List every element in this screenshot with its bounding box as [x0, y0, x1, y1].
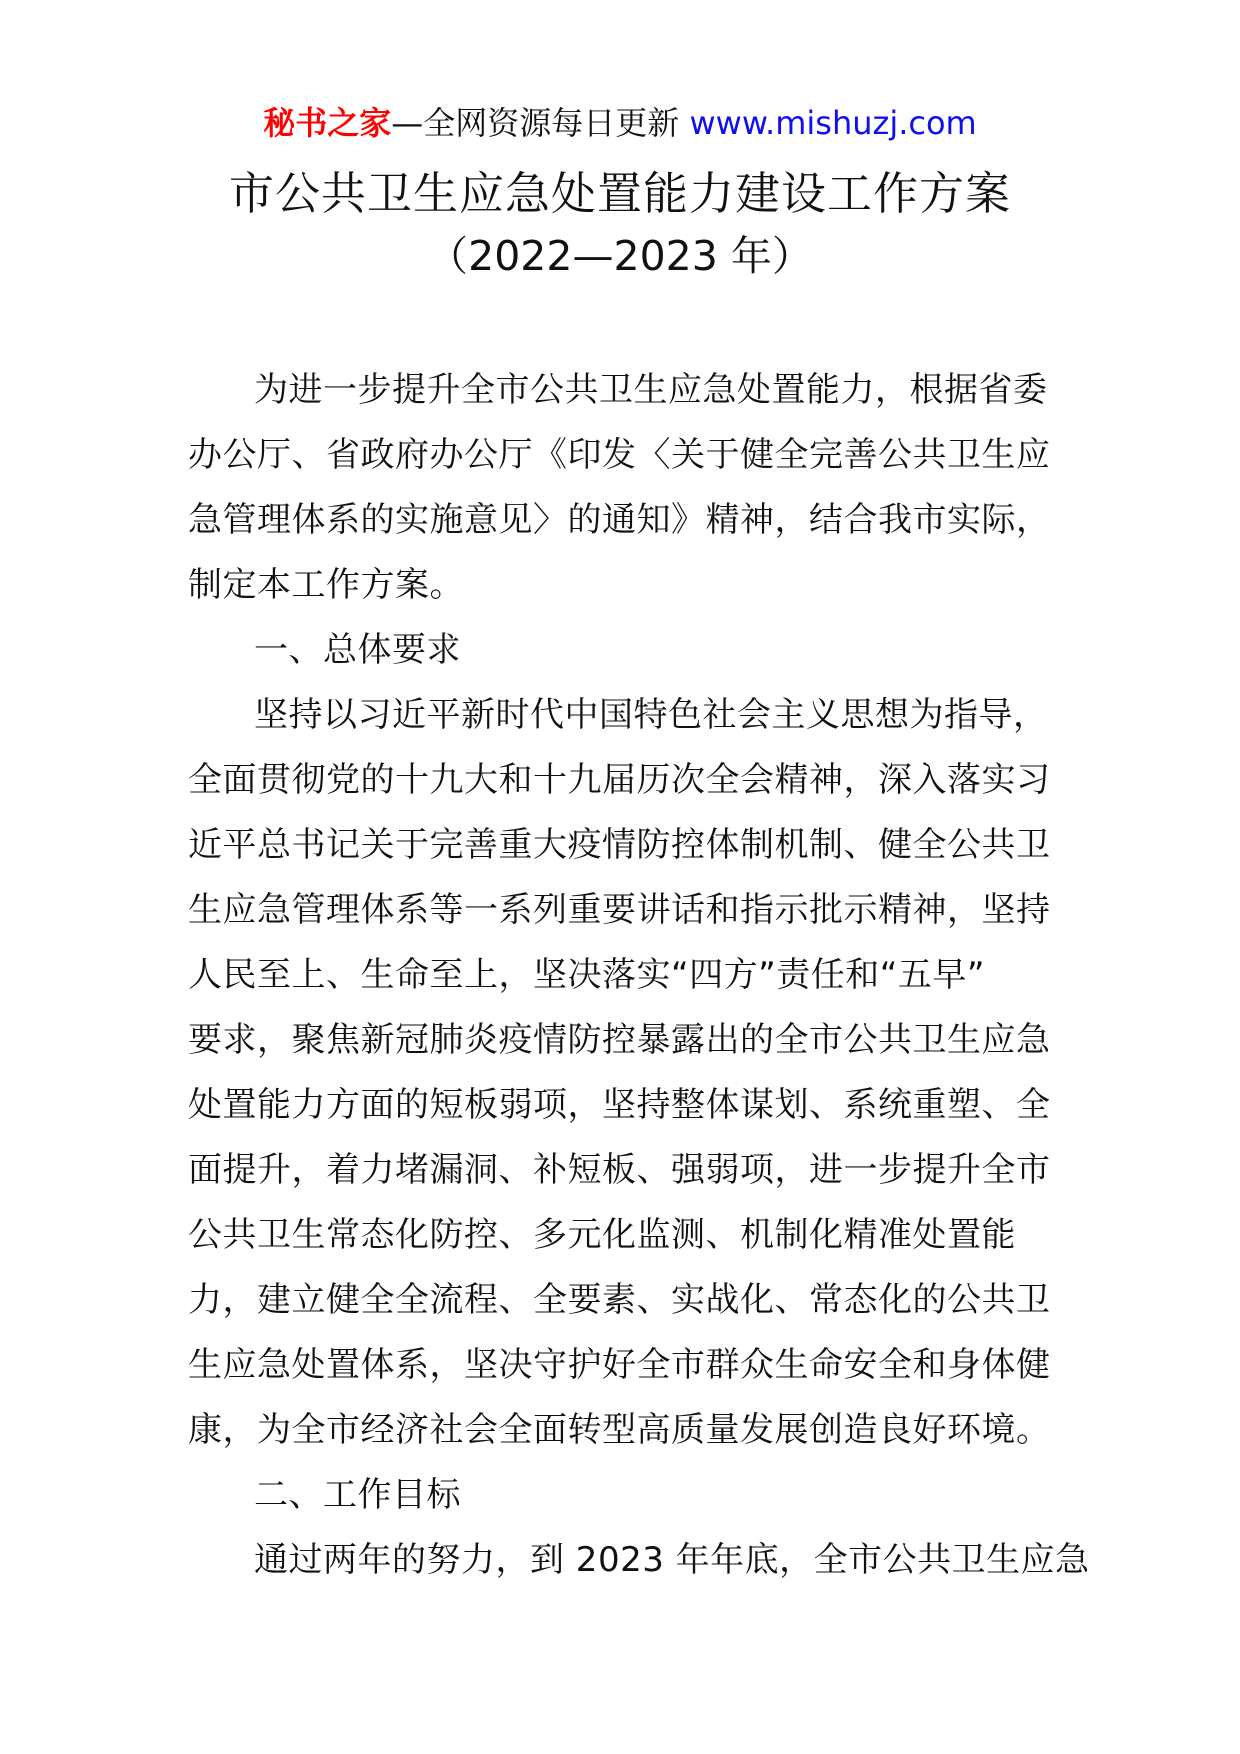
- watermark-header: [0, 101, 1240, 145]
- paragraph-line: 康，为全市经济社会全面转型高质量发展创造良好环境。: [188, 1410, 1051, 1450]
- paragraph-line: 坚持以习近平新时代中国特色社会主义思想为指导，: [254, 695, 1048, 735]
- section-heading: 二、工作目标: [254, 1475, 461, 1515]
- brand-url[interactable]: www.mishuzj.com: [689, 104, 977, 142]
- paragraph-line: 生应急管理体系等一系列重要讲话和指示批示精神，坚持: [188, 890, 1051, 930]
- paragraph-line: 人民至上、生命至上，坚决落实“四方”责任和“五早”: [188, 955, 985, 995]
- paragraph-line: 制定本工作方案。: [188, 565, 464, 605]
- section-heading: 一、总体要求: [254, 630, 461, 670]
- brand-name: 秘书之家: [263, 104, 392, 142]
- paragraph-line: 处置能力方面的短板弱项，坚持整体谋划、系统重塑、全: [188, 1085, 1051, 1125]
- paragraph-line: 公共卫生常态化防控、多元化监测、机制化精准处置能: [188, 1215, 1016, 1255]
- paragraph-line: 全面贯彻党的十九大和十九届历次全会精神，深入落实习: [188, 760, 1051, 800]
- paragraph-line: 生应急处置体系，坚决守护好全市群众生命安全和身体健: [188, 1345, 1051, 1385]
- paragraph-line: 急管理体系的实施意见〉的通知》精神，结合我市实际，: [188, 500, 1051, 540]
- paragraph-line: 办公厅、省政府办公厅《印发〈关于健全完善公共卫生应: [188, 435, 1051, 475]
- brand-slogan: —全网资源每日更新: [391, 104, 680, 142]
- paragraph-line: 近平总书记关于完善重大疫情防控体制机制、健全公共卫: [188, 825, 1051, 865]
- paragraph-line: 面提升，着力堵漏洞、补短板、强弱项，进一步提升全市: [188, 1150, 1051, 1190]
- document-subtitle: （2022—2023 年）: [427, 232, 813, 280]
- paragraph-line: 通过两年的努力，到 2023 年年底，全市公共卫生应急: [254, 1540, 1090, 1580]
- paragraph-line: 为进一步提升全市公共卫生应急处置能力，根据省委: [254, 370, 1048, 410]
- paragraph-line: 力，建立健全全流程、全要素、实战化、常态化的公共卫: [188, 1280, 1051, 1320]
- document-body: [188, 358, 1090, 1593]
- document-title: 市公共卫生应急处置能力建设工作方案: [228, 167, 1011, 220]
- paragraph-line: 要求，聚焦新冠肺炎疫情防控暴露出的全市公共卫生应急: [188, 1020, 1051, 1060]
